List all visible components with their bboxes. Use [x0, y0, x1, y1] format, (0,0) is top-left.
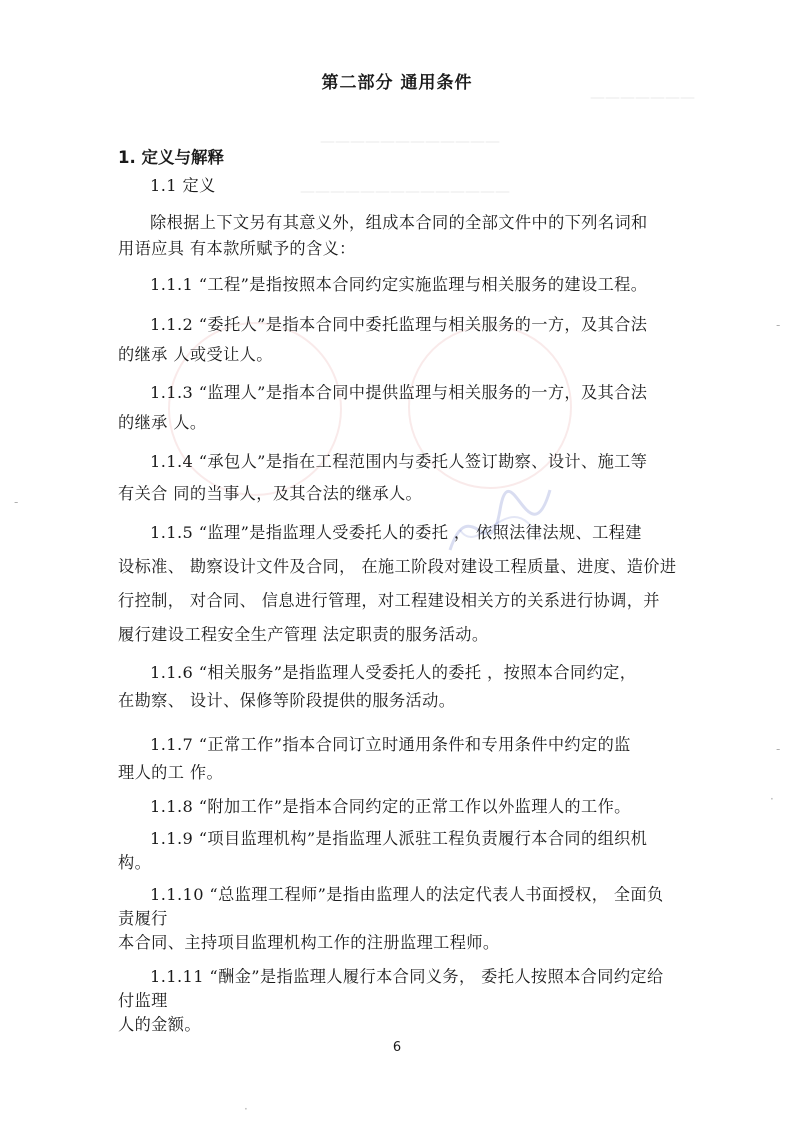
margin-tick: -	[14, 495, 19, 509]
clause-1-1-11: 1.1.11 “酬金”是指监理人履行本合同义务， 委托人按照本合同约定给	[150, 967, 664, 986]
page-title: 第二部分 通用条件	[321, 73, 473, 93]
clause-1-1-3: 1.1.3 “监理人”是指本合同中提供监理与相关服务的一方，及其合法	[150, 383, 648, 402]
clause-1-1-11-cont: 人的金额。	[118, 1015, 201, 1034]
margin-tick: -	[776, 742, 781, 756]
clause-1-1-11-cont: 付监理	[118, 991, 168, 1010]
clause-1-1-4-cont: 有关合 同的当事人，及其合法的继承人。	[118, 484, 423, 503]
reverse-text-shadow: ——————————————	[300, 182, 510, 200]
clause-1-1-5: 1.1.5 “监理”是指监理人受委托人的委托 ， 依照法律法规、工程建	[150, 523, 642, 542]
clause-1-1-2: 1.1.2 “委托人”是指本合同中委托监理与相关服务的一方，及其合法	[150, 315, 648, 334]
clause-1-1-1: 1.1.1 “工程”是指按照本合同约定实施监理与相关服务的建设工程。	[150, 275, 648, 294]
reverse-text-shadow: ————————————	[320, 132, 500, 150]
clause-1-1-4: 1.1.4 “承包人”是指在工程范围内与委托人签订勘察、设计、施工等	[150, 452, 648, 471]
clause-1-1-5-cont: 行控制， 对合同、 信息进行管理，对工程建设相关方的关系进行协调，并	[118, 591, 660, 610]
clause-1-1-3-cont: 的继承 人。	[118, 413, 207, 432]
clause-1-1-2-cont: 的继承 人或受让人。	[118, 345, 273, 364]
clause-1-1-10-cont: 责履行	[118, 909, 168, 928]
intro-line: 用语应具 有本款所赋予的含义：	[118, 239, 356, 258]
reverse-text-shadow: ———————	[590, 88, 695, 106]
section-heading: 1. 定义与解释	[118, 148, 224, 167]
subsection-label: 1.1 定义	[150, 176, 216, 195]
clause-1-1-6-cont: 在勘察、 设计、保修等阶段提供的服务活动。	[118, 691, 456, 710]
clause-1-1-7-cont: 理人的工 作。	[118, 763, 224, 782]
clause-1-1-10: 1.1.10 “总监理工程师”是指由监理人的法定代表人书面授权， 全面负	[150, 885, 664, 904]
clause-1-1-6: 1.1.6 “相关服务”是指监理人受委托人的委托 ，按照本合同约定，	[150, 663, 637, 682]
clause-1-1-9: 1.1.9 “项目监理机构”是指监理人派驻工程负责履行本合同的组织机	[150, 829, 648, 848]
clause-1-1-9-cont: 构。	[118, 853, 152, 872]
clause-1-1-8: 1.1.8 “附加工作”是指本合同约定的正常工作以外监理人的工作。	[150, 797, 631, 816]
page-number: 6	[392, 1040, 402, 1055]
clause-1-1-7: 1.1.7 “正常工作”指本合同订立时通用条件和专用条件中约定的监	[150, 735, 631, 754]
clause-1-1-5-cont: 设标准、 勘察设计文件及合同， 在施工阶段对建设工程质量、进度、造价进	[118, 557, 677, 576]
clause-1-1-5-cont: 履行建设工程安全生产管理 法定职责的服务活动。	[118, 625, 489, 644]
margin-tick: ·	[770, 792, 774, 806]
intro-line: 除根据上下文另有其意义外，组成本合同的全部文件中的下列名词和	[150, 213, 648, 232]
margin-tick: -	[776, 318, 781, 332]
clause-1-1-10-cont: 本合同、主持项目监理机构工作的注册监理工程师。	[118, 933, 500, 952]
margin-tick: ·	[244, 1102, 248, 1116]
